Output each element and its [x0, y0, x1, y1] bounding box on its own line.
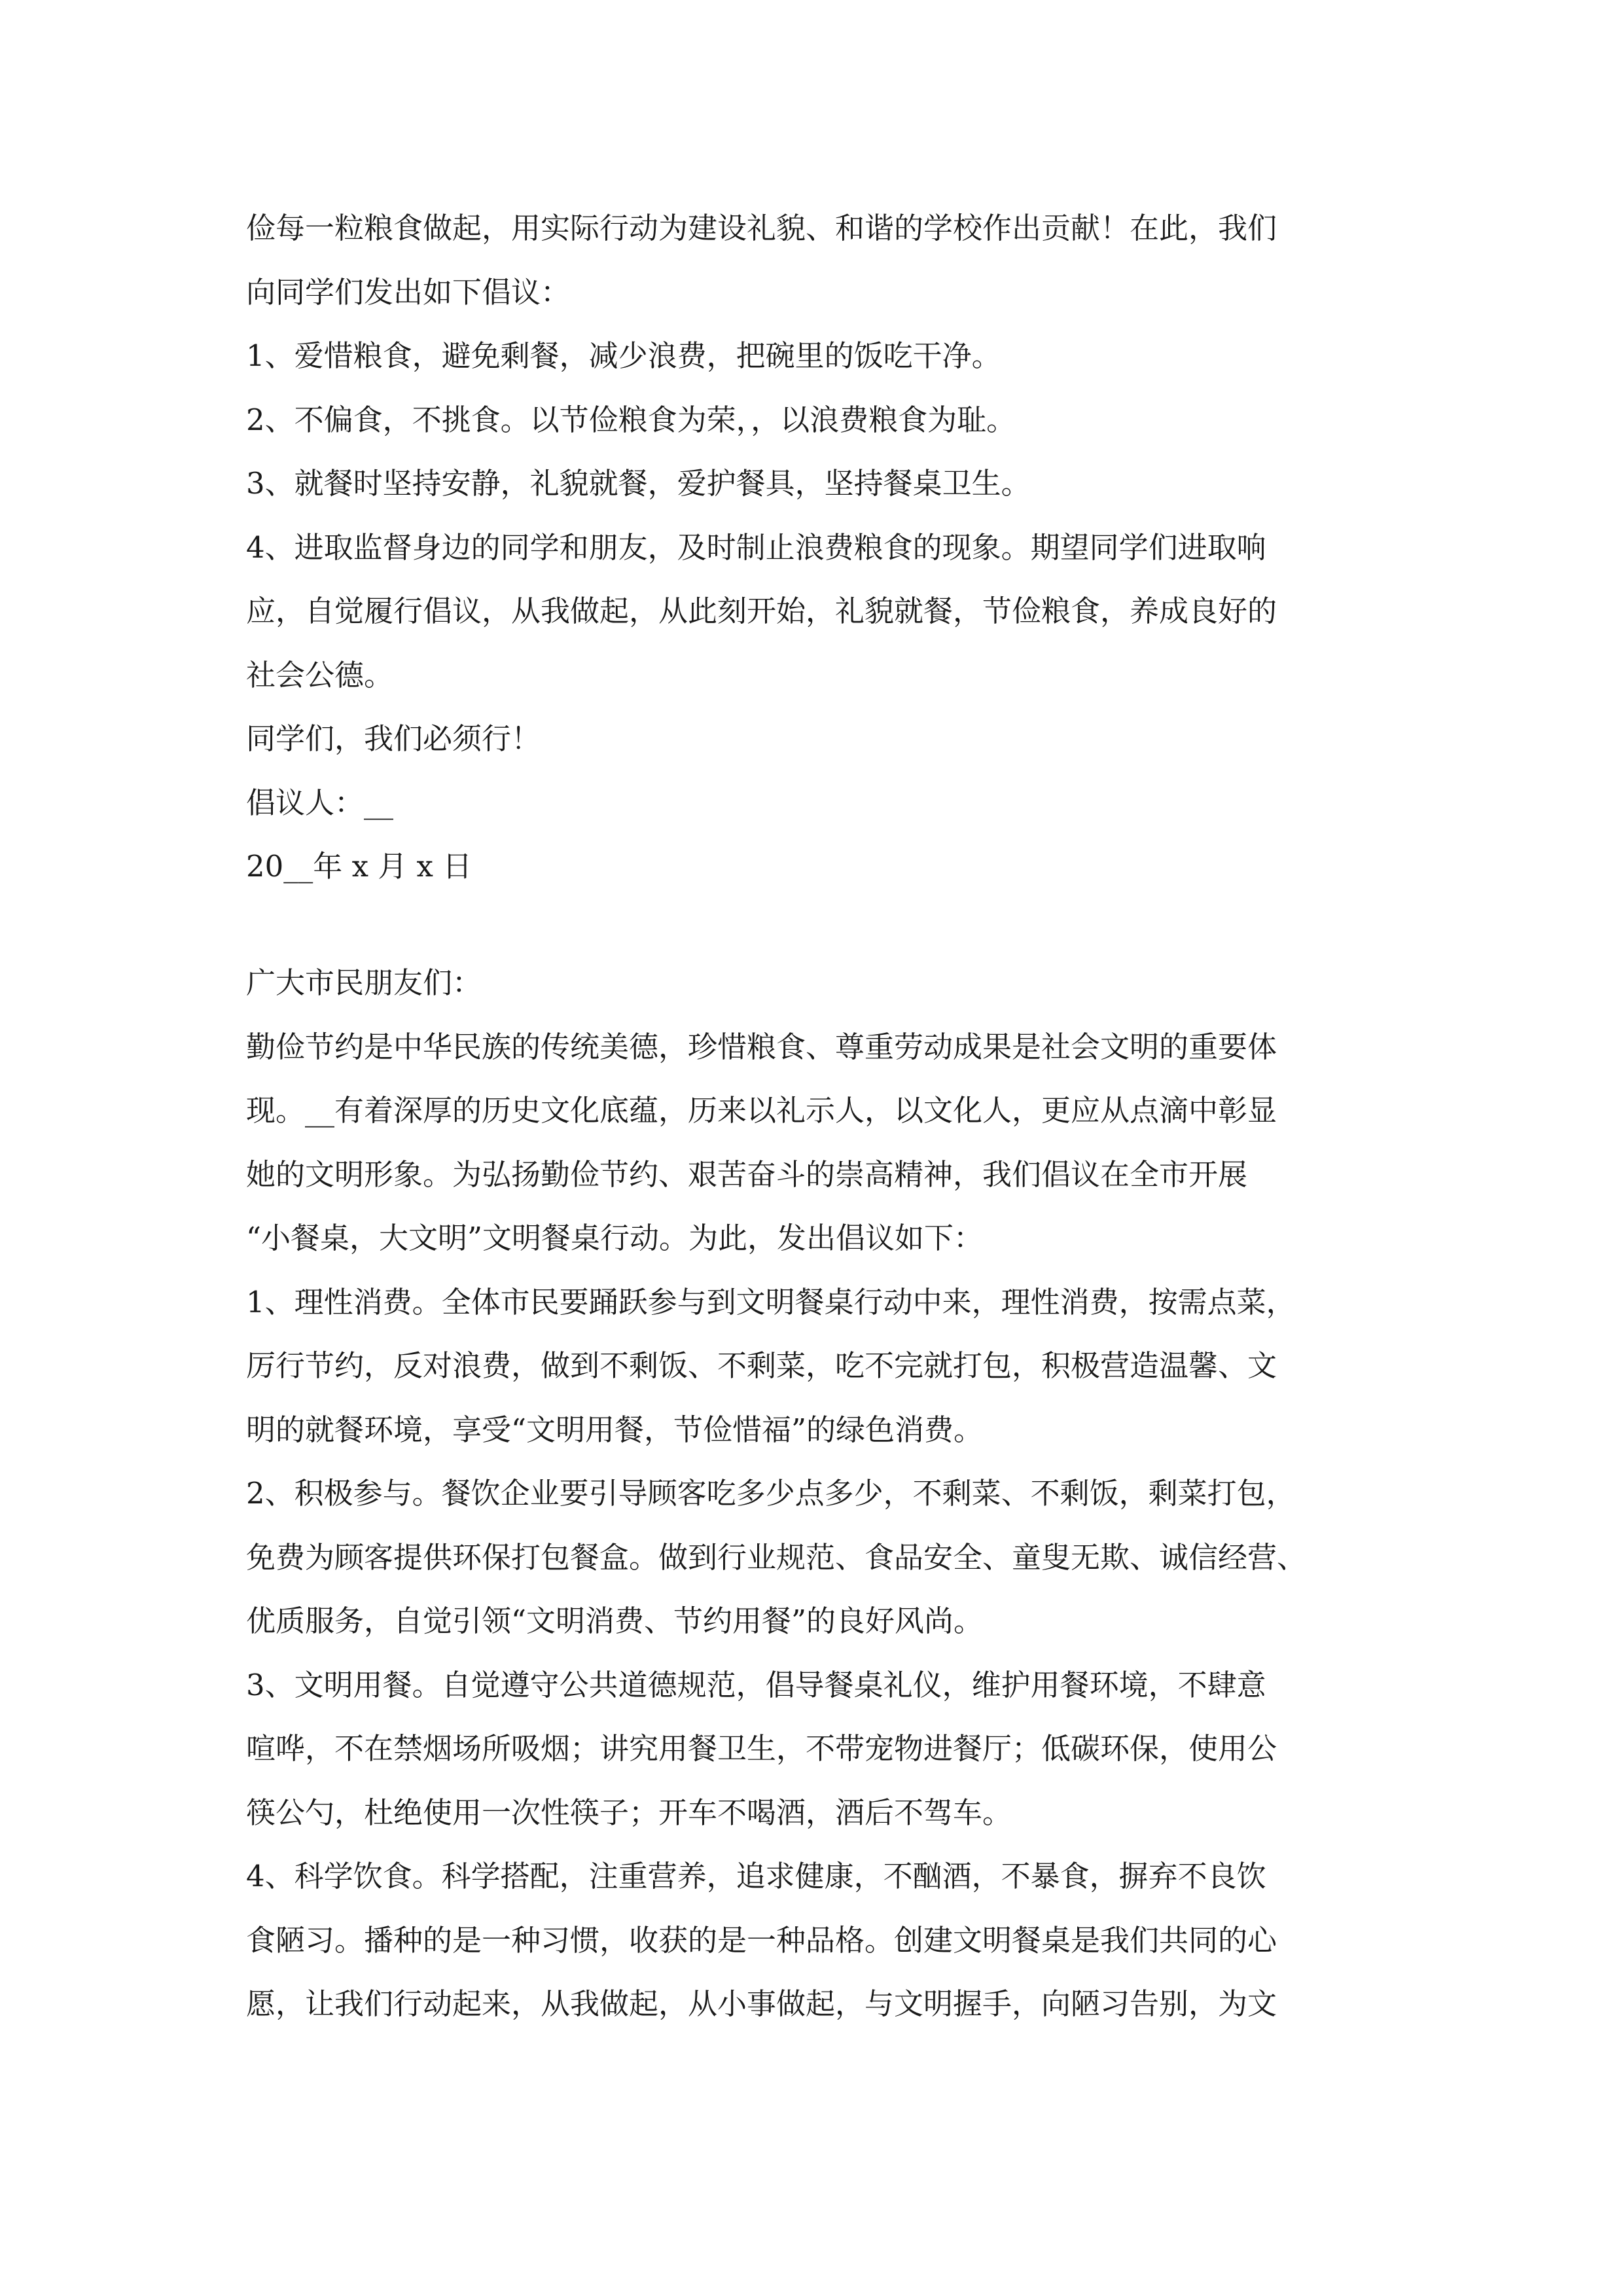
paragraph-line: 明的就餐环境，享受“文明用餐，节俭惜福”的绿色消费。 — [246, 1412, 984, 1447]
paragraph-line: 食陋习。播种的是一种习惯，收获的是一种品格。创建文明餐桌是我们共同的心 — [246, 1922, 1277, 1958]
paragraph-line: 优质服务，自觉引领“文明消费、节约用餐”的良好风尚。 — [246, 1604, 984, 1638]
list-item-4: 4、进取监督身边的同学和朋友，及时制止浪费粮食的现象。期望同学们进取响 — [246, 529, 1266, 565]
proposal-section-citizens — [246, 951, 1385, 2036]
paragraph-line: 她的文明形象。为弘扬勤俭节约、艰苦奋斗的崇高精神，我们倡议在全市开展 — [246, 1157, 1248, 1192]
paragraph-line: 筷公勺，杜绝使用一次性筷子；开车不喝酒，酒后不驾车。 — [246, 1795, 1012, 1830]
proposer-signature: 倡议人：__ — [246, 785, 394, 820]
list-item-3: 3、就餐时坚持安静，礼貌就餐，爱护餐具，坚持餐桌卫生。 — [246, 466, 1031, 501]
list-item-1: 1、理性消费。全体市民要踊跃参与到文明餐桌行动中来，理性消费，按需点菜， — [246, 1284, 1296, 1319]
date-line: 20__年 x 月 x 日 — [246, 849, 473, 884]
list-item-3: 3、文明用餐。自觉遵守公共道德规范，倡导餐桌礼仪，维护用餐环境，不肆意 — [246, 1667, 1266, 1702]
paragraph-line: 愿，让我们行动起来，从我做起，从小事做起，与文明握手，向陋习告别，为文 — [246, 1986, 1277, 2021]
paragraph-line: 社会公德。 — [246, 657, 394, 692]
paragraph-line: 向同学们发出如下倡议： — [246, 274, 571, 310]
list-item-4: 4、科学饮食。科学搭配，注重营养，追求健康，不酗酒，不暴食，摒弃不良饮 — [246, 1859, 1266, 1893]
paragraph-line: “小餐桌，大文明”文明餐桌行动。为此，发出倡议如下： — [246, 1221, 984, 1255]
paragraph-line: 俭每一粒粮食做起，用实际行动为建设礼貌、和谐的学校作出贡献！在此，我们 — [246, 211, 1277, 245]
paragraph-line: 现。__有着深厚的历史文化底蕴，历来以礼示人，以文化人，更应从点滴中彰显 — [246, 1093, 1277, 1128]
paragraph-line: 厉行节约，反对浪费，做到不剩饭、不剩菜，吃不完就打包，积极营造温馨、文 — [246, 1348, 1277, 1383]
paragraph-line: 应，自觉履行倡议，从我做起，从此刻开始，礼貌就餐，节俭粮食，养成良好的 — [246, 594, 1277, 628]
list-item-1: 1、爱惜粮食，避免剩餐，减少浪费，把碗里的饭吃干净。 — [246, 338, 1001, 373]
list-item-2: 2、不偏食，不挑食。以节俭粮食为荣，，以浪费粮食为耻。 — [246, 402, 1016, 437]
paragraph-line: 喧哗，不在禁烟场所吸烟；讲究用餐卫生，不带宠物进餐厅；低碳环保，使用公 — [246, 1731, 1277, 1766]
paragraph-line: 免费为顾客提供环保打包餐盒。做到行业规范、食品安全、童叟无欺、诚信经营、 — [246, 1539, 1307, 1575]
closing-slogan: 同学们，我们必须行！ — [246, 721, 541, 756]
paragraph-line: 勤俭节约是中华民族的传统美德，珍惜粮食、尊重劳动成果是社会文明的重要体 — [246, 1029, 1277, 1064]
salutation: 广大市民朋友们： — [246, 965, 482, 1000]
proposal-section-students — [246, 196, 1385, 899]
list-item-2: 2、积极参与。餐饮企业要引导顾客吃多少点多少，不剩菜、不剩饭，剩菜打包， — [246, 1476, 1296, 1511]
